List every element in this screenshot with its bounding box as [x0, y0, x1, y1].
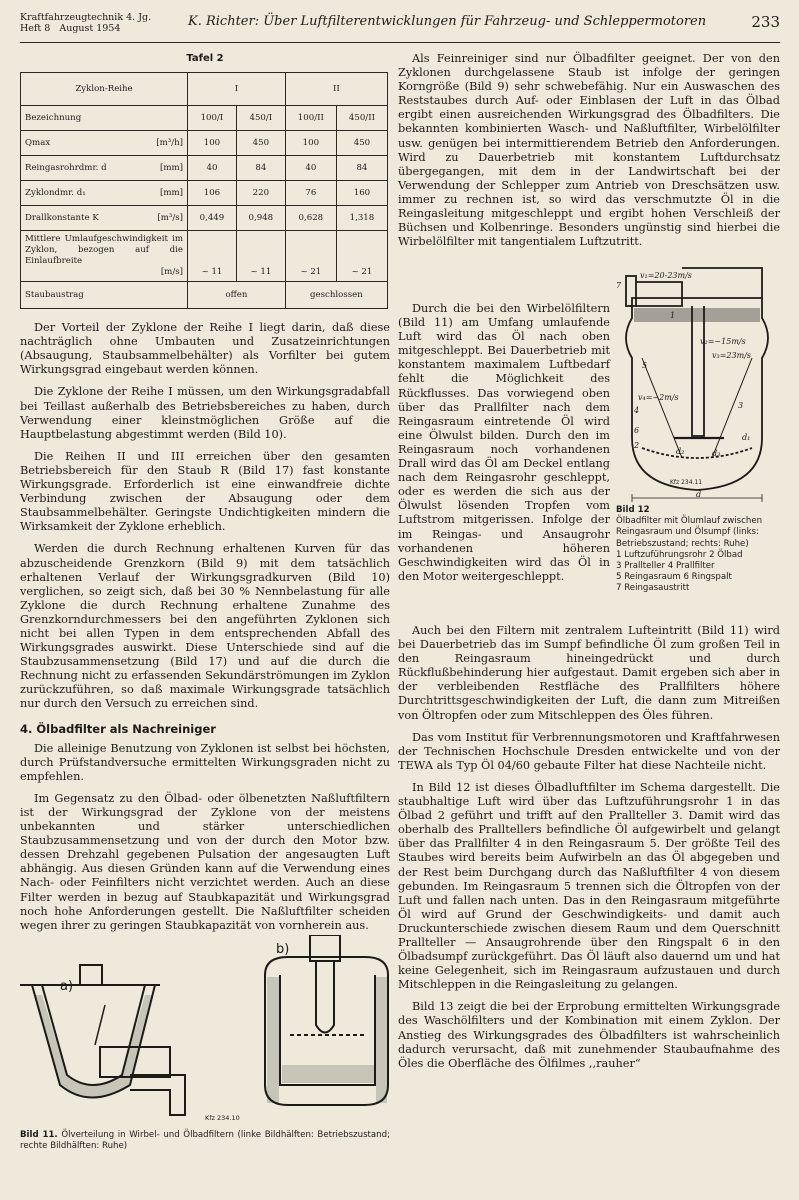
figure-11-label-b: b)	[276, 942, 290, 957]
fig12-n4: 4	[634, 406, 640, 415]
table-row: Qmax [m³/h] 100 450 100 450	[21, 131, 388, 156]
fig12-v4: v₄=~2m/s	[638, 393, 679, 402]
paragraph: Im Gegensatz zu den Ölbad- oder ölbenetzten Naßluftfiltern ist der Wirkungsgrad der Zyklone von der meistens unbekannten und stärker unterschiedlichen Staubzusammensetzung und von der durch den Motor bzw. dessen Drehzahl gegebenen Pulsation der angesaugten Luft abhängig. Aus diesen Gründen kann auf die Verwendung eines Nach- oder Feinfilters nicht verzichtet werden. Auch an diese Filter werden in bezug auf Staubkapazität und Wirkungsgrad noch hohe Anforderungen gestellt. Die Naßluftfilter scheiden wegen ihrer zu geringen Staubkapazität von vornherein aus.	[20, 791, 390, 932]
fig12-v1: v₁=20-23m/s	[640, 271, 692, 280]
paragraph: Das vom Institut für Verbrennungsmotoren und Kraftfahrwesen der Technischen Hochschule Dresden entwickelte und von der TEWA als Typ Öl 04/60 gebaute Filter hat diese Nachteile nicht.	[398, 730, 780, 772]
table-row: Drallkonstante K [m³/s] 0,449 0,948 0,628 1,318	[21, 206, 388, 231]
figure-11-caption: Bild 11. Ölverteilung in Wirbel- und Ölbadfiltern (linke Bildhälften: Betriebszustand; rechte Bildhälften: Ruhe)	[20, 1130, 390, 1152]
right-column-narrow	[398, 302, 610, 592]
figure-12-drawing	[612, 258, 780, 503]
paragraph: Die Reihen II und III erreichen über den gesamten Betriebsbereich für den Staub R (Bild 17) fast konstante Wirkungsgrade. Erforderlich ist eine einwandfreie dichte Verbindung zwischen der Absaugung oder dem Staubsammelbehälter. Geringste Undichtigkeiten mindern die Wirksamkeit der Zyklone erheblich.	[20, 449, 390, 534]
figure-12-legend-item: 7 Reingasaustritt	[616, 583, 690, 594]
journal-volume: 4. Jg.	[126, 12, 152, 23]
right-column-top	[398, 52, 780, 249]
figure-12-legend-item: 3 Prallteller 4 Prallfilter	[616, 561, 715, 572]
fig12-v3: v₃=23m/s	[712, 351, 751, 360]
fig12-n3: 3	[738, 401, 744, 410]
table-row: Mittlere Umlaufgeschwindigkeit im Zyklon, bezogen auf die Einlaufbreite [m/s] ~ 11 ~ 11 ~ 21 ~ 21	[21, 231, 388, 282]
figure-11-drawing	[20, 935, 390, 1125]
left-column	[20, 52, 390, 941]
fig12-n6: 6	[634, 426, 640, 435]
paragraph: Bild 13 zeigt die bei der Erprobung ermittelten Wirkungsgrade des Waschölfilters und der Kombination mit einem Zyklon. Der Anstieg des Wirkungsgrades des Ölbadfilters ist wahrscheinlich dadurch verursacht, daß mit zunehmender Staubaufnahme des Öles die Oberfläche des Ölfilmes ,,rauher“	[398, 1000, 780, 1070]
paragraph: Der Vorteil der Zyklone der Reihe I liegt darin, daß diese nachträglich ohne Umbauten und Zusatzeinrichtungen (Absaugung, Staubsammelbehälter) als Vorfilter bei gutem Wirkungsgrad eingebaut werden können.	[20, 321, 390, 377]
fig12-n5: 5	[642, 361, 648, 370]
table-header-i: I	[188, 73, 286, 106]
running-title: K. Richter: Über Luftfilterentwicklungen für Fahrzeug- und Schleppermotoren	[188, 14, 707, 29]
table-header-series: Zyklon-Reihe	[21, 73, 188, 106]
paragraph: Durch die bei den Wirbelölfiltern (Bild 11) am Umfang umlaufende Luft wird das Öl nach oben mitgeschleppt. Bei Dauerbetrieb mit konstantem maximalem Luftbedarf fehlt die Möglichkeit des Rückflusses. Das vorwiegend oben über das Prallfilter nach dem Reingasraum eintretende Öl wird eine Ölwulst bilden. Durch den im Reingasraum noch vorhandenen Drall wird das Öl am Deckel entlang nach dem Reingasrohr geschleppt, oder es werden die sich aus der Ölwulst lösenden Tropfen vom Luftstrom mitgerissen. Infolge der im Reingas- und Ansaugrohr vorhandenen höheren Geschwindigkeiten wird das Öl in den Motor weitergeschleppt.	[398, 302, 610, 583]
figure-11	[20, 935, 390, 1125]
fig12-d3: d₃	[712, 449, 721, 458]
journal-date: August 1954	[59, 23, 121, 34]
figure-12-caption: Bild 12 Ölbadfilter mit Ölumlauf zwischen Reingasraum und Ölsumpf (links: Betriebszustand; rechts: Ruhe) 1 Luftzuführungsrohr 2 Ölbad 3 Prallteller 4 Prallfilter 5 Reingasraum 6 Ringspalt 7 Reingasaustritt	[616, 505, 782, 595]
journal-info	[20, 12, 151, 34]
right-column-bottom	[398, 624, 780, 1079]
figure-12	[612, 258, 780, 503]
table-row: Reingasrohrdmr. d [mm] 40 84 40 84	[21, 156, 388, 181]
figure-11-label-a: a)	[60, 979, 74, 994]
paragraph: In Bild 12 ist dieses Ölbadluftfilter im Schema dargestellt. Die staubhaltige Luft wird über das Luftzuführungsrohr 1 in das Ölbad 2 geführt und trifft auf den Prallteller 3. Damit wird das oberhalb des Pralltellers befindliche Öl aufgewirbelt und gelangt über das Prallfilter 4 in den Reingasraum 5. Der größte Teil des Staubes wird bereits beim Aufwirbeln an das Öl abgegeben und der Rest beim Durchgang durch das Naßluftfilter 4 von diesem gebunden. Im Reingasraum 5 trennen sich die Öltropfen von der Luft und fallen nach unten. Das in den Reingasraum mitgeführte Öl wird auf Grund der Geschwindigkeits- und damit auch Druckunterschiede zwischen diesem Raum und dem Querschnitt Prallteller — Ansaugrohrende über den Ringspalt 6 in den Ölbadsumpf zurückgeführt. Das Öl läuft also dauernd um und hat keine Gelegenheit, sich im Reingasraum aufzustauen und durch Mitschleppen in die Reingasleitung zu gelangen.	[398, 780, 780, 992]
table-header-ii: II	[285, 73, 387, 106]
fig12-n2: 2	[634, 441, 640, 450]
figure-11-mark: Kfz 234.10	[205, 1114, 240, 1122]
page-header	[20, 12, 780, 43]
paragraph: Auch bei den Filtern mit zentralem Lufteintritt (Bild 11) wird bei Dauerbetrieb das im Sumpf befindliche Öl zum großen Teil in den Reingasraum hineingedrückt und durch Rückflußbehinderung hier aufgestaut. Damit ergeben sich aber in der verbleibenden Restfläche des Prallfilters höhere Durchtrittsgeschwindigkeiten der Luft, die dann zum Mitreißen von Öltropfen oder zum Mitschleppen des Öles führen.	[398, 624, 780, 722]
table-tafel-2	[20, 72, 388, 309]
table-row: Staubaustrag offen geschlossen	[21, 282, 388, 309]
fig12-v2: v₂=~15m/s	[700, 337, 746, 346]
table-row: Bezeichnung 100/I 450/I 100/II 450/II	[21, 106, 388, 131]
figure-12-legend-item: 1 Luftzuführungsrohr 2 Ölbad	[616, 549, 743, 560]
journal-name: Kraftfahrzeugtechnik	[20, 12, 124, 23]
table-header-row	[21, 73, 388, 106]
paragraph: Werden die durch Rechnung erhaltenen Kurven für das abzuscheidende Grenzkorn (Bild 9) mit dem tatsächlich erhaltenen Verlauf der Wirkungsgradkurven (Bild 10) verglichen, so zeigt sich, daß bei 30 % Nennbelastung für alle Zyklone die durch Rechnung erhaltene Zunahme des Grenzkorndurchmessers bei den angeführten Zyklonen sich nicht bei allen Typen in dem entsprechenden Abfall des Wirkungsgrades auswirkt. Diese Unterschiede sind auf die Staubzusammensetzung (Bild 17) und auf die durch die Rechnung nicht zu erfassenden Sekundärströmungen im Zyklon zurückzuführen, so daß maximale Wirkungsgrade tatsächlich nur durch den Versuch zu erreichen sind.	[20, 542, 390, 711]
fig12-d: d	[696, 490, 702, 499]
page-number: 233	[751, 13, 780, 31]
fig12-d2: d₂	[676, 447, 685, 456]
section-heading: 4. Ölbadfilter als Nachreiniger	[20, 721, 216, 736]
journal-issue: Heft 8	[20, 23, 51, 34]
table-caption: Tafel 2	[186, 53, 224, 64]
paragraph: Die Zyklone der Reihe I müssen, um den Wirkungsgradabfall bei Teillast außerhalb des Betriebsbereiches zu haben, durch Verwendung einer kleinstmöglichen Größe auf die Hauptbelastung abgestimmt werden (Bild 10).	[20, 385, 390, 441]
figure-12-legend-item: 5 Reingasraum 6 Ringspalt	[616, 572, 732, 583]
fig12-n7: 7	[616, 281, 622, 290]
paragraph: Die alleinige Benutzung von Zyklonen ist selbst bei höchsten, durch Prüfstandversuche ermittelten Wirkungsgraden nicht zu empfehlen.	[20, 741, 390, 783]
fig12-n1: 1	[670, 311, 676, 320]
table-row: Zyklondmr. d₁ [mm] 106 220 76 160	[21, 181, 388, 206]
fig12-mark: Kfz 234.11	[670, 479, 703, 486]
fig12-d1: d₁	[742, 433, 751, 442]
paragraph: Als Feinreiniger sind nur Ölbadfilter geeignet. Der von den Zyklonen durchgelassene Staub ist infolge der geringen Korngröße (Bild 9) sehr schwebefähig. Nur ein Auswaschen des Reststaubes durch Auf- oder Einblasen der Luft in das Ölbad ergibt einen ausreichenden Wirkungsgrad des Ölbadfilters. Die bekannten kombinierten Wasch- und Naßluftfilter, Wirbelölfilter usw. genügen bei intermittierendem Betrieb den Anforderungen. Wird zu Dauerbetrieb mit konstantem Luftdurchsatz übergegangen, mit dem in der Landwirtschaft bei der Verwendung der Schlepper zum Antrieb von Dreschsätzen usw. immer zu rechnen ist, so wird das verschmutzte Öl in die Reingasleitung mitgeschleppt und ergibt hohen Verschleiß der Büchsen und Kolbenringe. Besonders ungünstig sind hierbei die Wirbelölfilter mit tangentialem Luftzutritt.	[398, 52, 780, 249]
